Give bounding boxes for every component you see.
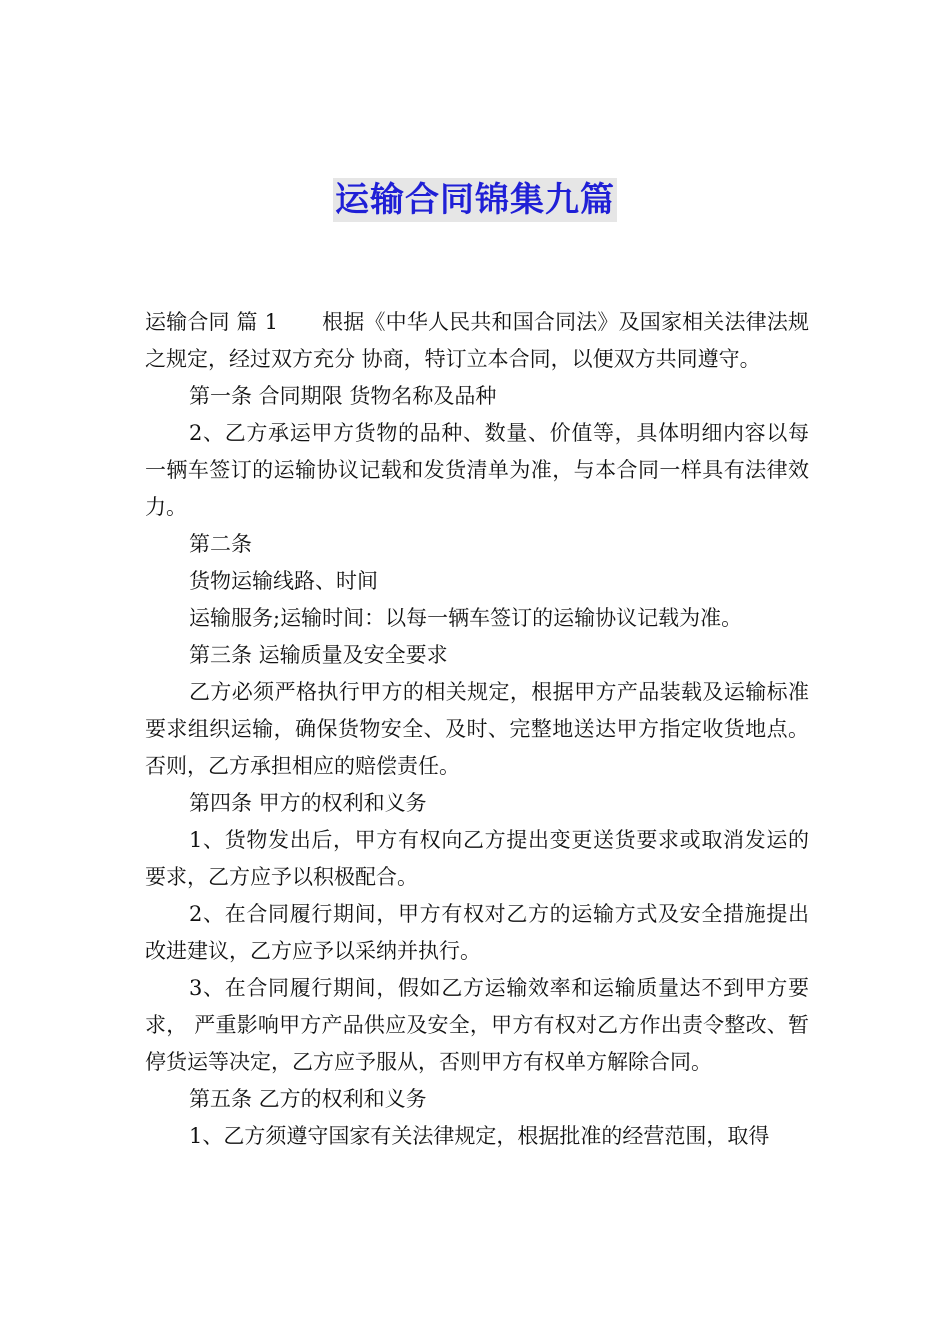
intro-text: 根据《中华人民共和国合同法》及国家相关法律法规之规定，经过双方充分 协商，特订立本合同，以便双方共同遵守。 (145, 310, 809, 371)
article-1-heading: 第一条 合同期限 货物名称及品种 (189, 384, 497, 408)
article-4-clause-3: 3、在合同履行期间，假如乙方运输效率和运输质量达不到甲方要求， 严重影响甲方产品供应及安全，甲方有权对乙方作出责令整改、暂停货运等决定，乙方应予服从，否则甲方有权单方解除合同。 (145, 976, 809, 1074)
title-container (0, 178, 950, 222)
article-5-heading: 第五条 乙方的权利和义务 (189, 1087, 427, 1111)
article-4-clause-2: 2、在合同履行期间，甲方有权对乙方的运输方式及安全措施提出改进建议，乙方应予以采纳并执行。 (145, 902, 809, 963)
intro-paragraph (145, 304, 809, 378)
article-5-clause-1: 1、乙方须遵守国家有关法律规定，根据批准的经营范围，取得 (189, 1124, 770, 1148)
article-4-clause-1: 1、货物发出后，甲方有权向乙方提出变更送货要求或取消发运的要求，乙方应予以积极配合。 (145, 828, 809, 889)
article-1-clause-2: 2、乙方承运甲方货物的品种、数量、价值等，具体明细内容以每一辆车签订的运输协议记载和发货清单为准，与本合同一样具有法律效力。 (145, 421, 809, 519)
article-2-subheading: 货物运输线路、时间 (189, 569, 378, 593)
document-title: 运输合同锦集九篇 (335, 180, 615, 220)
article-3-text: 乙方必须严格执行甲方的相关规定，根据甲方产品装载及运输标准要求组织运输，确保货物安全、及时、完整地送达甲方指定收货地点。否则，乙方承担相应的赔偿责任。 (145, 680, 809, 778)
document-body (145, 304, 809, 1155)
article-3-heading: 第三条 运输质量及安全要求 (189, 643, 448, 667)
intro-label: 运输合同 篇 1 (145, 310, 278, 334)
article-2-heading: 第二条 (189, 532, 252, 556)
article-4-heading: 第四条 甲方的权利和义务 (189, 791, 427, 815)
article-2-text: 运输服务;运输时间：以每一辆车签订的运输协议记载为准。 (189, 606, 743, 630)
